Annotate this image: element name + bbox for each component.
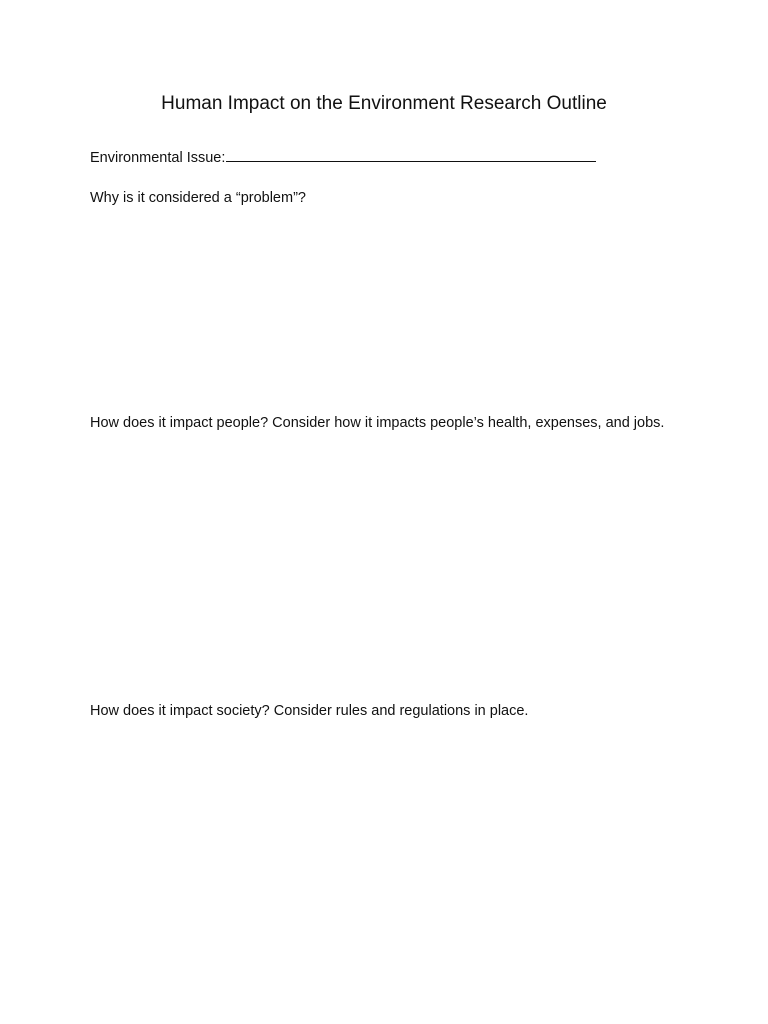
environmental-issue-field [90, 146, 596, 168]
environmental-issue-label: Environmental Issue: [90, 150, 226, 166]
question-impact-society: How does it impact society? Consider rules and regulations in place. [90, 703, 529, 719]
environmental-issue-blank-line [226, 146, 596, 162]
question-problem: Why is it considered a “problem”? [90, 190, 306, 206]
page-title: Human Impact on the Environment Research Outline [161, 93, 607, 114]
question-impact-people: How does it impact people? Consider how it impacts people’s health, expenses, and jobs. [90, 415, 665, 431]
